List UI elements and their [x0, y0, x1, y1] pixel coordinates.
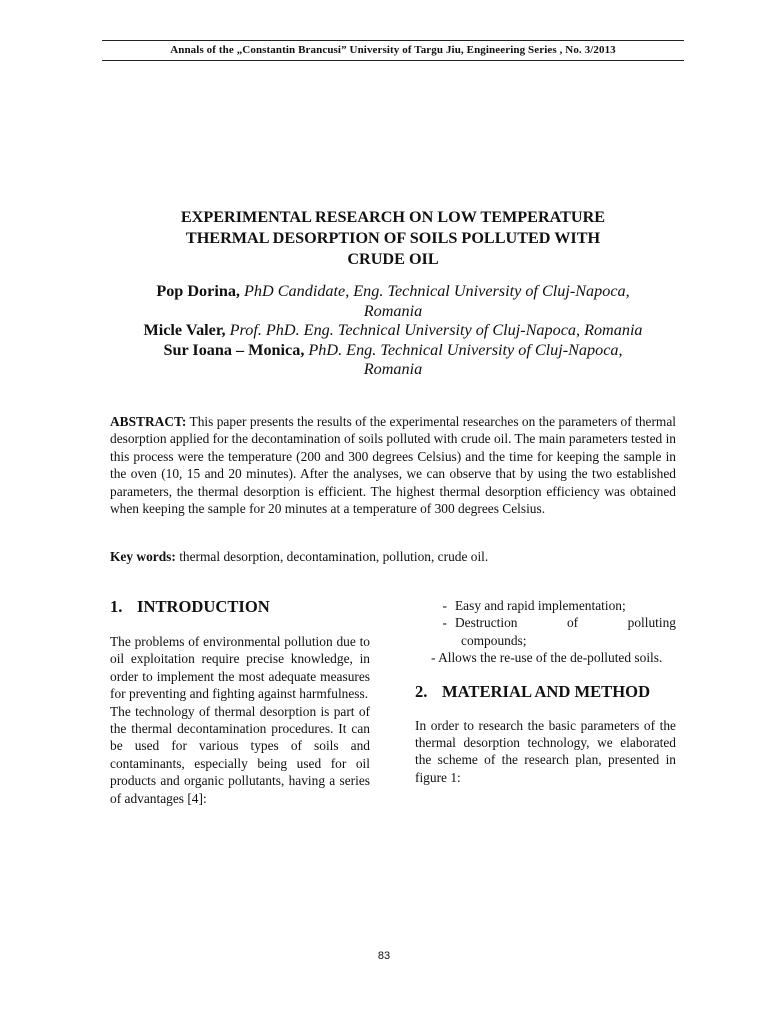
page-number: 83 [377, 950, 391, 962]
left-column [110, 596, 370, 807]
author-affiliation: Prof. PhD. Eng. Technical University of Cluj-Napoca, Romania [229, 321, 643, 339]
keywords [110, 548, 676, 565]
right-column [415, 597, 676, 786]
section-number: 2. [415, 681, 428, 701]
section-heading-material-method [415, 681, 676, 703]
author-affiliation-country: Romania [363, 360, 423, 378]
author-affiliation: PhD Candidate, Eng. Technical University of Cluj-Napoca, [244, 282, 630, 300]
title-line: THERMAL DESORPTION OF SOILS POLLUTED WITH [185, 229, 601, 247]
list-item [415, 597, 676, 614]
title-line: CRUDE OIL [347, 250, 439, 268]
abstract-text: This paper presents the results of the experimental researches on the parameters of thermal desorption applied for the decontamination of soils polluted with crude oil. The main parameters tested in this process were the temperature (200 and 300 degrees Celsius) and the time for keeping the sample in the oven (10, 15 and 20 minutes). After the analyses, we can observe that by using the two established parameters, the thermal desorption is efficient. The highest thermal desorption efficiency was obtained when keeping the sample for 20 minutes at a temperature of 300 degrees Celsius. [110, 414, 676, 517]
author-list [110, 282, 676, 380]
section-number: 1. [110, 597, 123, 616]
intro-paragraph: The technology of thermal desorption is part of the thermal decontamination procedures. It can be used for various types of soils and contaminants, especially being used for oil products and organic pollutants, having a series of advantages [4]: [110, 703, 370, 806]
section-title: INTRODUCTION [137, 597, 270, 616]
list-item-text: Destruction of polluting [455, 615, 676, 631]
author-entry [110, 321, 676, 341]
list-item-text: Easy and rapid implementation; [455, 598, 626, 613]
abstract [110, 413, 676, 517]
list-dash: - [442, 615, 447, 631]
list-dash: - [442, 598, 447, 613]
author-entry [110, 341, 676, 380]
author-name: Pop Dorina, [156, 282, 240, 300]
abstract-label: ABSTRACT: [110, 414, 187, 429]
author-name: Micle Valer, [143, 321, 226, 339]
running-head: Annals of the „Constantin Brancusi” University of Targu Jiu, Engineering Series , No. 3/2013 [102, 40, 684, 61]
author-entry [110, 282, 676, 321]
keywords-text: thermal desorption, decontamination, pollution, crude oil. [179, 549, 489, 564]
paper-title [110, 207, 676, 270]
intro-paragraph: The problems of environmental pollution due to oil exploitation require precise knowledge, in order to implement the most adequate measures for preventing and fighting against harmfulness. [110, 634, 370, 702]
keywords-label: Key words: [110, 549, 176, 564]
author-affiliation-country: Romania [363, 301, 423, 320]
author-affiliation: PhD. Eng. Technical University of Cluj-Napoca, [308, 340, 623, 359]
method-paragraph: In order to research the basic parameters of the thermal desorption technology, we elaborated the scheme of the research plan, presented in figure 1: [415, 717, 676, 785]
list-item-text: - Allows the re-use of the de-polluted soils. [431, 650, 663, 666]
section-heading-introduction [110, 596, 370, 618]
list-item [415, 614, 676, 631]
section-title: MATERIAL AND METHOD [442, 681, 651, 701]
list-item-continuation: compounds; [461, 632, 527, 648]
author-name: Sur Ioana – Monica, [163, 340, 305, 359]
title-line: EXPERIMENTAL RESEARCH ON LOW TEMPERATURE [180, 208, 606, 226]
